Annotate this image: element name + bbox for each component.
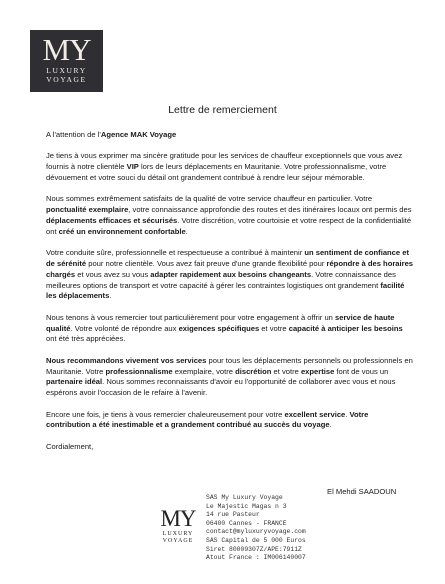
text-run: Nous sommes extrêmement satisfaits de la qualité de votre service chauffeur en particulier. Votre	[46, 194, 373, 204]
text-run: .	[329, 420, 332, 430]
bold-text: ponctualité exemplaire	[46, 205, 129, 215]
text-run: pour tous les déplacements personnels ou professionnels en Mauritanie. Votre	[46, 355, 413, 376]
bold-text: créé un environnement confortable	[58, 226, 186, 236]
logo-monogram: MY	[42, 32, 91, 67]
recipient-line	[46, 130, 414, 141]
text-run: et vous avez su vous	[75, 269, 151, 279]
text-run: exemplaire, votre	[172, 366, 236, 376]
stamp-line: Atout France : IM006140007	[206, 554, 306, 562]
text-run: pour notre clientèle. Vous avez fait preuve d'une grande flexibilité pour	[86, 258, 327, 268]
closing-line	[46, 442, 414, 453]
bold-text: déplacements efficaces et sécurisés	[46, 215, 178, 225]
bold-text: expertise	[300, 366, 335, 376]
letter-paragraph	[46, 313, 414, 345]
text-run: Cordialement,	[46, 441, 94, 451]
stamp-line: Le Majestic Magas n 3	[206, 502, 287, 510]
bold-text: discrétion	[235, 366, 272, 376]
text-run: font de vous un	[334, 366, 389, 376]
bold-text: adapter rapidement aux besoins changeants	[150, 269, 312, 279]
bold-text: exigences spécifiques	[178, 323, 260, 333]
text-run: Encore une fois, je tiens à vous remercier chaleureusement pour votre	[46, 409, 285, 419]
text-run: . Votre connaissance des meilleures options de transport et votre capacité à gérer les contraintes logistiques ont grandement	[46, 269, 396, 290]
stamp-line: SAS My Luxury Voyage	[206, 494, 283, 501]
bold-text: service de haute qualité	[46, 312, 395, 333]
stamp-logo-monogram: MY	[160, 506, 196, 531]
bold-text: professionnalisme	[105, 366, 173, 376]
text-run: . Votre volonté de répondre aux	[70, 323, 179, 333]
logo-word-luxury: LUXURY	[46, 66, 87, 75]
text-run: ont été très appréciées.	[46, 334, 126, 344]
text-run: .	[345, 409, 350, 419]
bold-text: Votre contribution a été inestimable et a grandement contribué au succès du voyage	[46, 409, 369, 430]
bold-text: capacité à anticiper les besoins	[288, 323, 403, 333]
logo-word-voyage: VOYAGE	[46, 75, 87, 84]
text-run: , votre connaissance approfondie des routes et des itinéraires locaux ont permis des	[128, 205, 412, 215]
stamp-line: Siret 80009307Z/APE:7911Z	[206, 545, 302, 553]
stamp-logo-word-voyage: VOYAGE	[162, 538, 194, 544]
text-run: A l'attention de l'	[46, 130, 101, 139]
stamp-line: 06400 Cannes - FRANCE	[206, 519, 287, 527]
stamp-line: SAS Capital de 5 000 Euros	[206, 536, 306, 544]
signatory-name: El Mehdi SAADOUN	[327, 487, 397, 496]
company-logo	[30, 30, 103, 92]
text-run: lors de leurs déplacements en Mauritanie. Votre professionnalisme, votre dévouement et votre souci du détail ont grandement contribué à rendre leur séjour mémorable.	[46, 162, 387, 182]
letter-paragraph	[46, 151, 414, 183]
bold-text: partenaire idéal	[46, 377, 103, 387]
text-run: Je tiens à vous exprimer ma sincère gratitude pour les services de chauffeur exceptionnels que vous avez fournis à notre clientèle	[46, 151, 403, 172]
bold-text: Nous recommandons vivement vos services	[46, 355, 207, 365]
letter-paragraph	[46, 194, 414, 237]
bold-text: facilité les déplacements	[46, 280, 405, 301]
bold-text: répondre à des horaires chargés	[46, 258, 414, 279]
text-run: . Votre discrétion, votre courtoisie et votre respect de la confidentialité ont	[46, 215, 412, 236]
bold-text: excellent service	[284, 409, 346, 419]
bold-text: un sentiment de confiance et de sérénité	[46, 248, 409, 268]
text-run: .	[109, 291, 112, 301]
letter-paragraph	[46, 410, 414, 432]
text-run: et votre	[271, 366, 301, 376]
bold-text: Agence MAK Voyage	[100, 130, 177, 139]
stamp-logo-word-luxury: LUXURY	[162, 531, 194, 537]
bold-text: VIP	[126, 162, 139, 172]
text-run: Nous tenons à vous remercier tout particulièrement pour votre engagement à offrir un	[46, 312, 335, 322]
stamp-line: contact@myluxuryvoyage.com	[206, 528, 306, 536]
text-run: Votre conduite sûre, professionnelle et respectueuse a contribué à maintenir	[46, 248, 305, 258]
text-run: . Nous sommes reconnaissants d'avoir eu l'opportunité de collaborer avec vous et nous espérons avoir l'occasion de le refaire à l'avenir.	[46, 377, 396, 398]
letter-paragraph	[46, 356, 414, 399]
stamp-line: 14 rue Pasteur	[206, 511, 260, 519]
letter-title: Lettre de remerciement	[168, 104, 277, 116]
text-run: .	[185, 226, 188, 236]
company-stamp	[206, 494, 306, 563]
letter-body	[46, 130, 414, 463]
stamp-logo	[155, 507, 201, 555]
letter-paragraph	[46, 248, 414, 302]
text-run: et votre	[259, 323, 289, 333]
